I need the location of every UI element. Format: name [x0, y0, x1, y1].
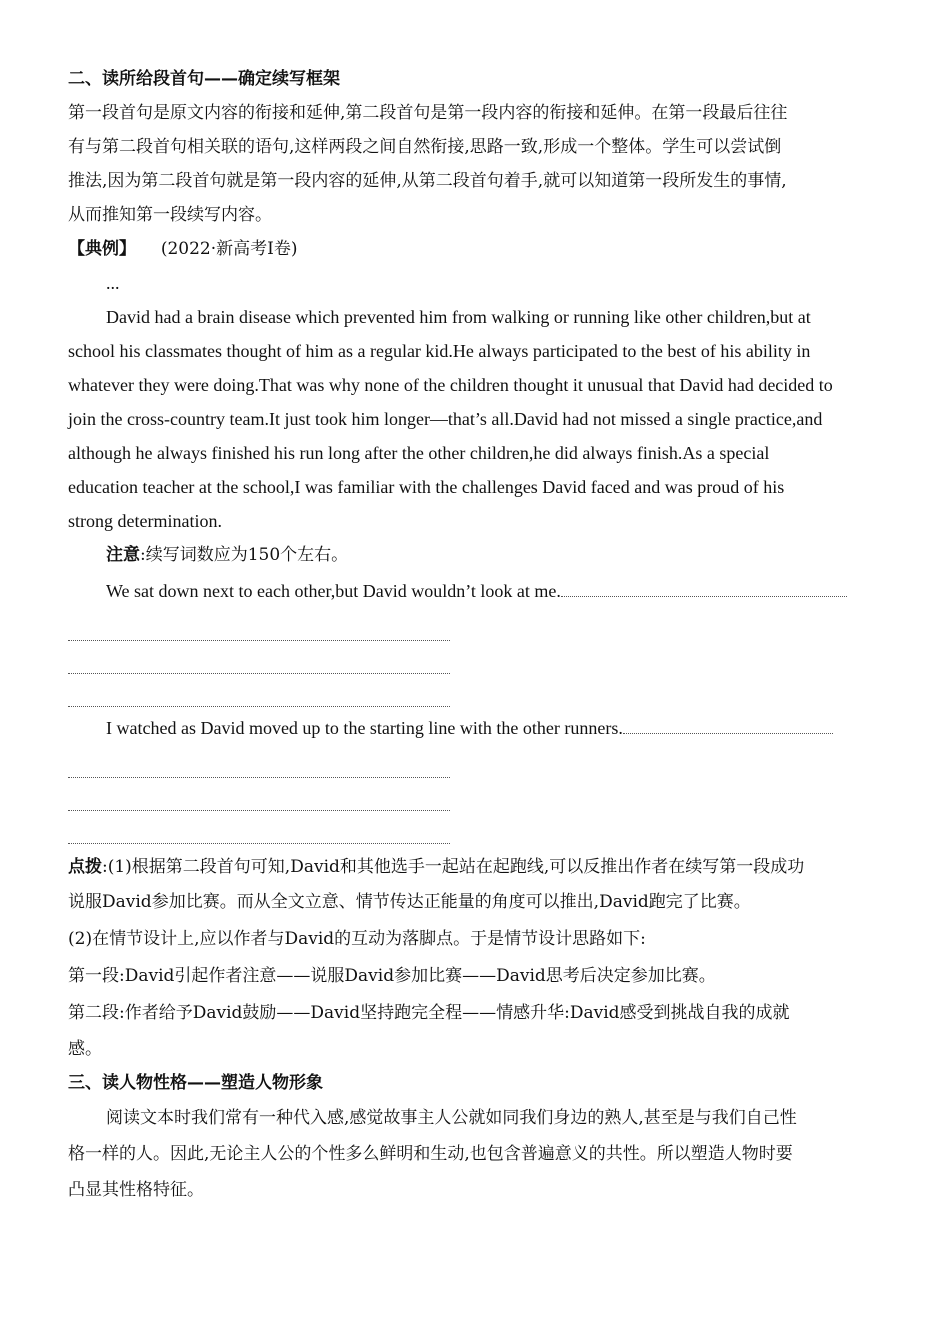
passage-line: school his classmates thought of him as a regular kid.He always participated to the best of his ability in: [68, 341, 811, 361]
writing-blank-line[interactable]: [68, 778, 882, 811]
body-line: 凸显其性格特征。: [68, 1180, 204, 1200]
tips-line: 说服David参加比赛。而从全文立意、情节传达正能量的角度可以推出,David跑完了比赛。: [68, 892, 751, 912]
example-header: [68, 232, 882, 266]
document-page: [68, 62, 882, 1208]
example-passage: [68, 300, 882, 538]
note-text: :续写词数应为150个左右。: [140, 545, 349, 565]
note-label: 注意: [106, 545, 140, 565]
body-line: 阅读文本时我们常有一种代入感,感觉故事主人公就如同我们身边的熟人,甚至是与我们自己性: [106, 1108, 797, 1128]
body-line: 格一样的人。因此,无论主人公的个性多么鲜明和生动,也包含普遍意义的共性。所以塑造人物时要: [68, 1144, 793, 1164]
tips-line: 第一段:David引起作者注意——说服David参加比赛——David思考后决定参加比赛。: [68, 966, 716, 986]
passage-line: whatever they were doing.That was why none of the children thought it unusual that David had decided to: [68, 375, 833, 395]
section-3-body: [68, 1100, 882, 1208]
body-line: 第一段首句是原文内容的衔接和延伸,第二段首句是第一段内容的衔接和延伸。在第一段最后往往: [68, 103, 788, 123]
tips-line: 感。: [68, 1039, 102, 1059]
writing-blank[interactable]: [561, 595, 847, 597]
section-heading-2: 二、读所给段首句——确定续写框架: [68, 69, 340, 89]
writing-blank-line[interactable]: [68, 674, 882, 707]
paragraph-1-start: [68, 574, 882, 608]
writing-blank-line[interactable]: [68, 745, 882, 778]
body-line: 推法,因为第二段首句就是第一段内容的延伸,从第二段首句着手,就可以知道第一段所发生的事情,: [68, 171, 787, 191]
writing-blank-line[interactable]: [68, 641, 882, 674]
example-source: (2022·新高考Ⅰ卷): [160, 239, 298, 259]
passage-line: although he always finished his run long after the other children,he did always finish.As a special: [68, 443, 770, 463]
paragraph-2-start: [68, 711, 882, 745]
example-tag: 【典例】: [68, 239, 136, 259]
body-line: 有与第二段首句相关联的语句,这样两段之间自然衔接,思路一致,形成一个整体。学生可以尝试倒: [68, 137, 782, 157]
writing-blank-line[interactable]: [68, 811, 882, 844]
passage-line: strong determination.: [68, 511, 222, 531]
tips-line: 第二段:作者给予David鼓励——David坚持跑完全程——情感升华:David感受到挑战自我的成就: [68, 1003, 790, 1023]
section-2-body: [68, 96, 882, 232]
tips-line: (2)在情节设计上,应以作者与David的互动为落脚点。于是情节设计思路如下:: [68, 929, 646, 949]
section-heading-3: 三、读人物性格——塑造人物形象: [68, 1073, 323, 1093]
note: [68, 538, 882, 572]
passage-line: join the cross-country team.It just took him longer—that’s all.David had not missed a single practice,and: [68, 409, 823, 429]
tips-section: [68, 850, 882, 1066]
body-line: 从而推知第一段续写内容。: [68, 205, 272, 225]
passage-line: David had a brain disease which prevented him from walking or running like other children,but at: [106, 307, 811, 327]
ellipsis: ...: [106, 273, 120, 293]
tips-label: 点拨: [68, 857, 102, 877]
paragraph-2-first-sentence: I watched as David moved up to the starting line with the other runners.: [106, 718, 623, 738]
tips-line-text: :(1)根据第二段首句可知,David和其他选手一起站在起跑线,可以反推出作者在续写第一段成功: [102, 857, 805, 877]
writing-blank[interactable]: [623, 732, 833, 734]
tips-line: [68, 850, 882, 884]
writing-blank-line[interactable]: [68, 608, 882, 641]
passage-line: education teacher at the school,I was familiar with the challenges David faced and was proud of his: [68, 477, 785, 497]
paragraph-1-first-sentence: We sat down next to each other,but David wouldn’t look at me.: [106, 581, 561, 601]
